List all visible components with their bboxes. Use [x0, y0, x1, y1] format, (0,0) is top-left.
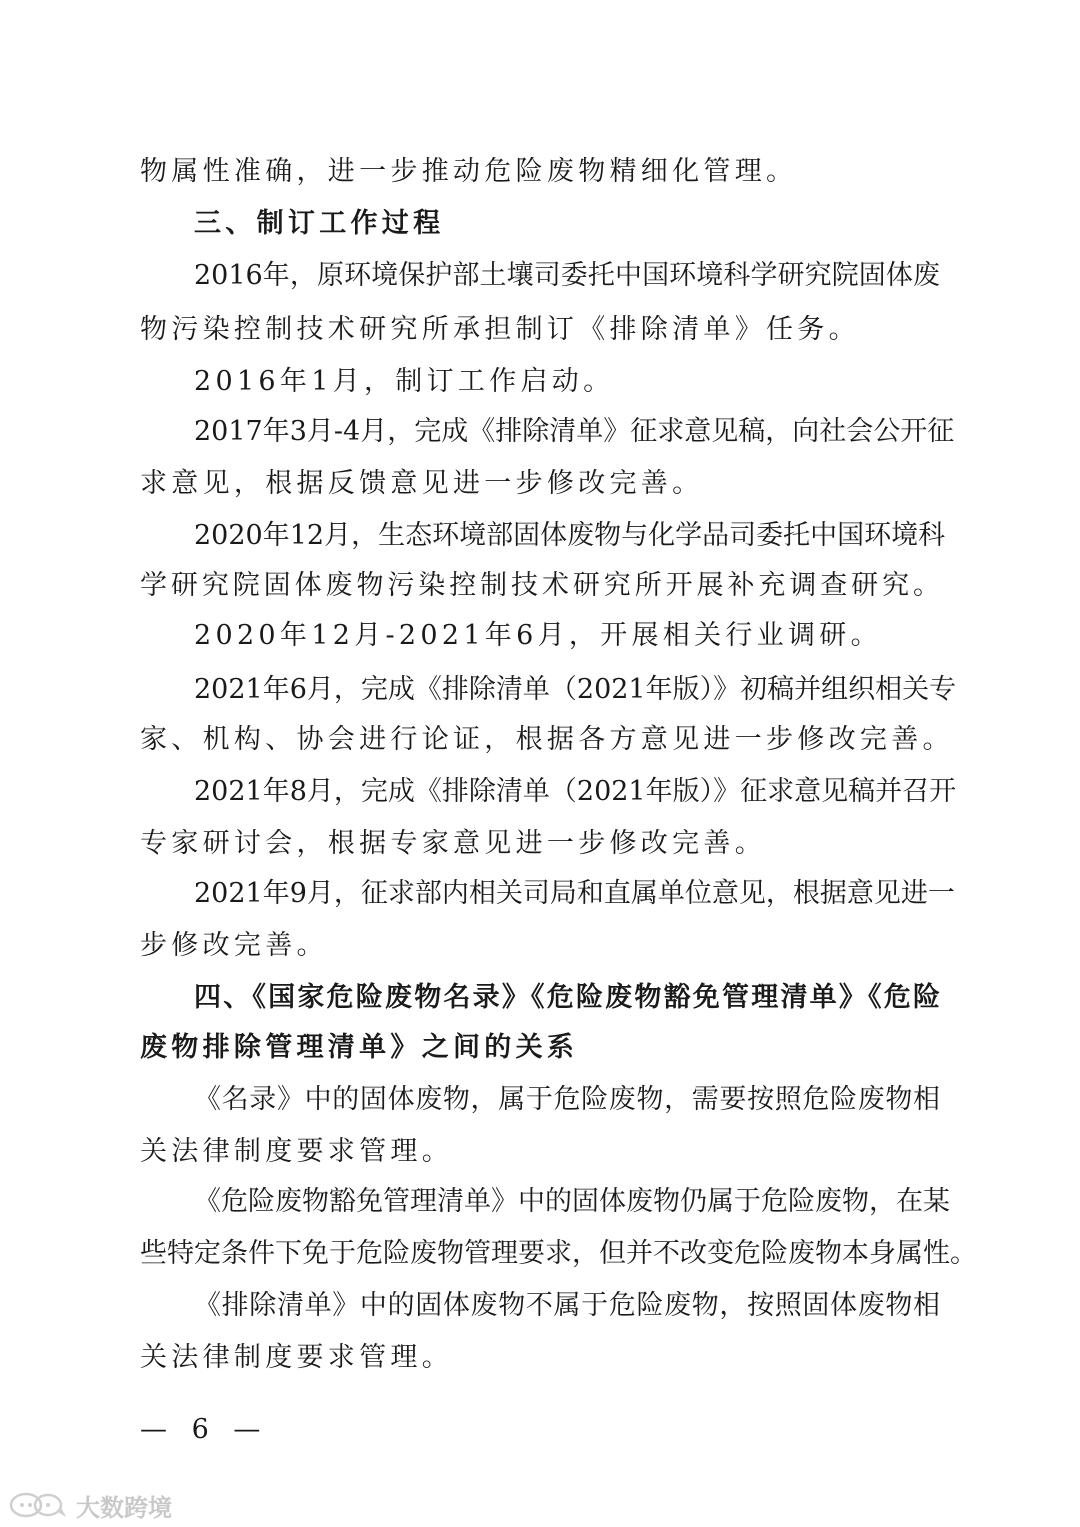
body-text-line: 《名录》中的固体废物，属于危险废物，需要按照危险废物相 [194, 1084, 940, 1115]
body-text-line: 2021年8月，完成《排除清单（2021年版）》征求意见稿并召开 [194, 776, 957, 807]
section-heading-process: 三、制订工作过程 [194, 208, 445, 239]
body-text-line: 《排除清单》中的固体废物不属于危险废物，按照固体废物相 [194, 1290, 940, 1321]
body-text-line: 2016年1月，制订工作启动。 [194, 366, 615, 397]
body-text-line: 2016年，原环境保护部土壤司委托中国环境科学研究院固体废 [194, 260, 940, 291]
body-text-line: 步修改完善。 [140, 930, 328, 961]
body-text-line: 关法律制度要求管理。 [140, 1342, 453, 1373]
watermark [8, 1488, 172, 1522]
body-text-line: 学研究院固体废物污染控制技术研究所开展补充调查研究。 [140, 570, 940, 601]
body-text-line: 2017年3月-4月，完成《排除清单》征求意见稿，向社会公开征 [194, 416, 955, 447]
watermark-text: 大数跨境 [76, 1493, 172, 1522]
section-heading-relationship: 四、《国家危险废物名录》《危险废物豁免管理清单》《危险 [194, 982, 940, 1013]
body-text-line: 《危险废物豁免管理清单》中的固体废物仍属于危险废物，在某 [194, 1186, 950, 1217]
body-text-line: 2021年9月，征求部内相关司局和直属单位意见，根据意见进一 [194, 878, 955, 909]
body-text-line: 些特定条件下免于危险废物管理要求，但并不改变危险废物本身属性。 [140, 1238, 977, 1269]
body-text-line: 2021年6月，完成《排除清单（2021年版）》初稿并组织相关专 [194, 674, 957, 705]
body-text-line: 2020年12月，生态环境部固体废物与化学品司委托中国环境科 [194, 520, 946, 551]
body-text-line: 关法律制度要求管理。 [140, 1136, 453, 1167]
body-text-line: 物污染控制技术研究所承担制订《排除清单》任务。 [140, 314, 860, 345]
body-text-line: 物属性准确，进一步推动危险废物精细化管理。 [140, 156, 798, 187]
body-text-line: 专家研讨会，根据专家意见进一步修改完善。 [140, 828, 766, 859]
body-text-line: 2020年12月-2021年6月，开展相关行业调研。 [194, 620, 882, 651]
body-text-line: 家、机构、协会进行论证，根据各方意见进一步修改完善。 [140, 724, 954, 755]
page-number: — 6 — [140, 1414, 269, 1445]
body-text-line: 求意见，根据反馈意见进一步修改完善。 [140, 468, 704, 499]
section-heading-relationship-cont: 废物排除管理清单》之间的关系 [140, 1032, 579, 1063]
chat-bubbles-logo-icon [8, 1490, 72, 1520]
